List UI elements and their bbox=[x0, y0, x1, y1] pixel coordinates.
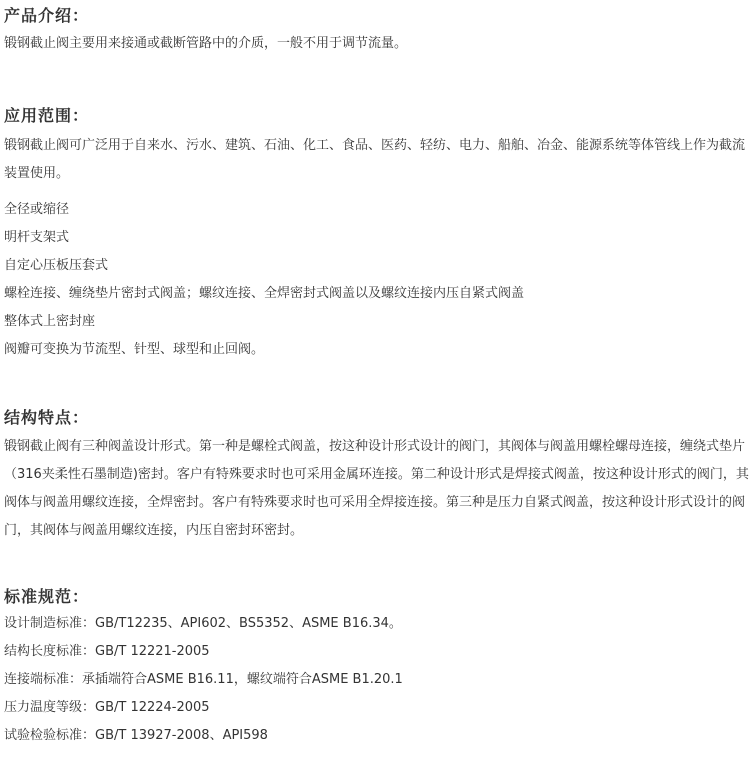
feature-item: 整体式上密封座 bbox=[4, 314, 96, 329]
standard-item: 连接端标准：承插端符合ASME B16.11，螺纹端符合ASME B1.20.1 bbox=[4, 672, 403, 687]
product-document bbox=[4, 0, 754, 750]
section-title-structure: 结构特点： bbox=[4, 408, 90, 427]
feature-item: 自定心压板压套式 bbox=[4, 258, 109, 273]
feature-item: 全径或缩径 bbox=[4, 202, 70, 217]
section-title-application: 应用范围： bbox=[4, 106, 90, 125]
intro-paragraph: 锻钢截止阀主要用来接通或截断管路中的介质，一般不用于调节流量。 bbox=[4, 36, 408, 51]
application-paragraph: 锻钢截止阀可广泛用于自来水、污水、建筑、石油、化工、食品、医药、轻纺、电力、船舶、冶金、能源系统等体管线上作为截流装置使用。 bbox=[4, 138, 746, 181]
section-title-intro: 产品介绍： bbox=[4, 6, 90, 25]
standard-item: 结构长度标准：GB/T 12221-2005 bbox=[4, 644, 210, 659]
feature-item: 阀瓣可变换为节流型、针型、球型和止回阀。 bbox=[4, 342, 265, 357]
structure-paragraph: 锻钢截止阀有三种阀盖设计形式。第一种是螺栓式阀盖，按这种设计形式设计的阀门，其阀体与阀盖用螺栓螺母连接，缠绕式垫片（316夹柔性石墨制造)密封。客户有特殊要求时也可采用金属环连接。第二种设计形式是焊接式阀盖，按这种设计形式的阀门，其阀体与阀盖用螺纹连接，全焊密封。客户有特殊要求时也可采用全焊接连接。第三种是压力自紧式阀盖，按这种设计形式设计的阀门，其阀体与阀盖用螺纹连接，内压自密封环密封。 bbox=[4, 439, 749, 538]
feature-item: 明杆支架式 bbox=[4, 230, 70, 245]
standard-item: 设计制造标准：GB/T12235、API602、BS5352、ASME B16.34。 bbox=[4, 616, 402, 631]
standard-item: 试验检验标准：GB/T 13927-2008、API598 bbox=[4, 728, 268, 743]
feature-item: 螺栓连接、缠绕垫片密封式阀盖；螺纹连接、全焊密封式阀盖以及螺纹连接内压自紧式阀盖 bbox=[4, 286, 525, 301]
section-title-standards: 标准规范： bbox=[4, 587, 90, 606]
standards-list bbox=[4, 610, 754, 750]
standard-item: 压力温度等级：GB/T 12224-2005 bbox=[4, 700, 210, 715]
feature-list bbox=[4, 196, 754, 364]
